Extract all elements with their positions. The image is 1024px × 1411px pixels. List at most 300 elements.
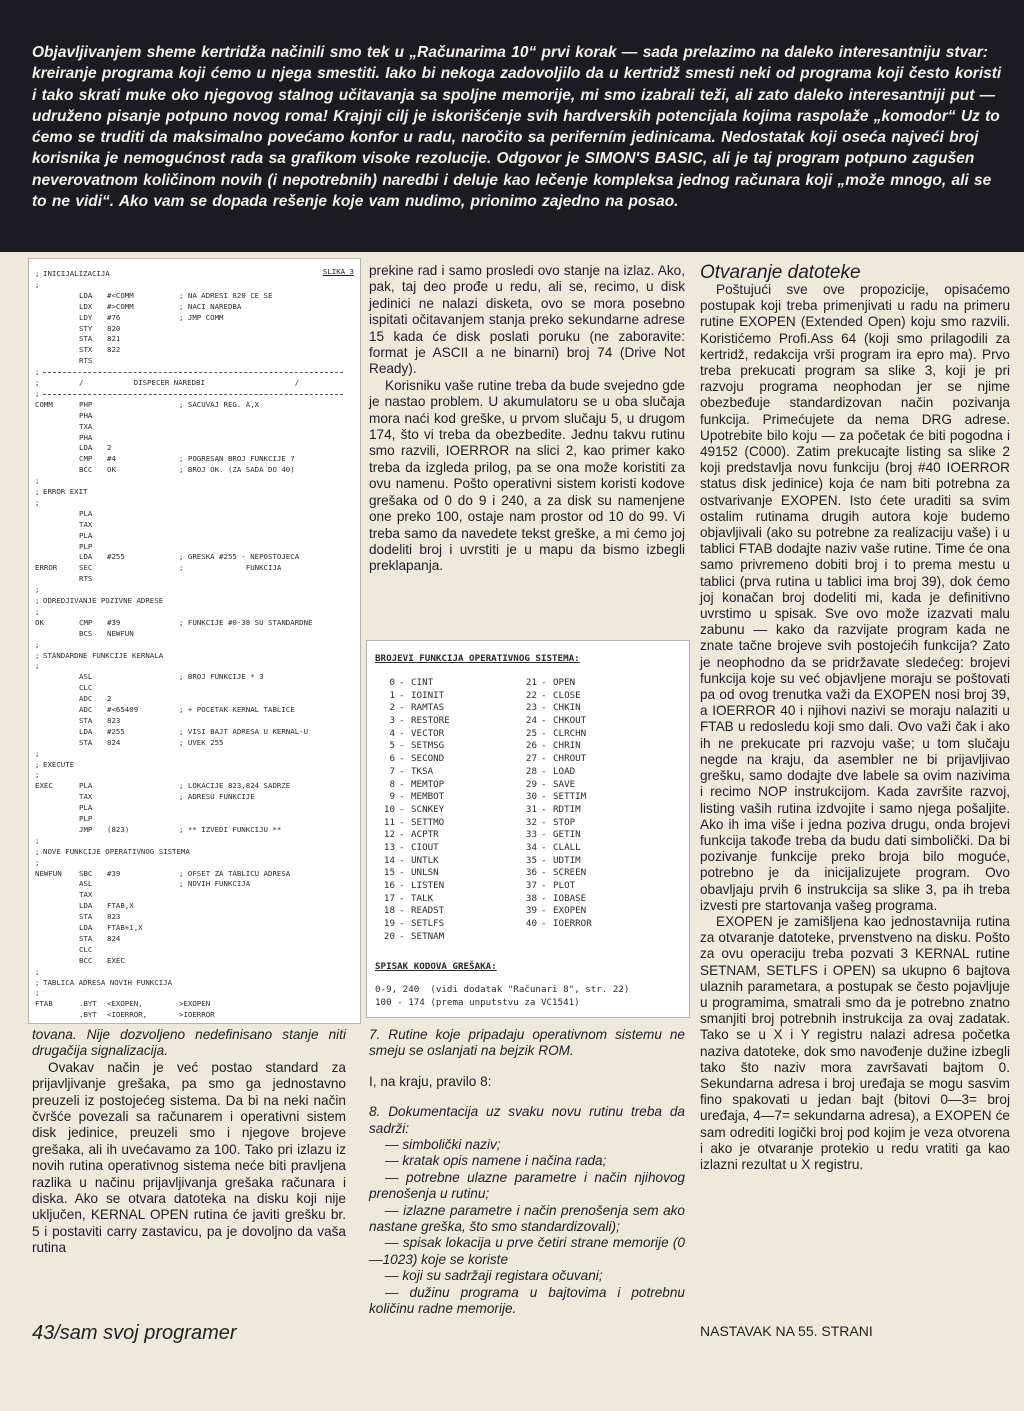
listing-c2: LDA bbox=[79, 923, 93, 932]
function-dash: - bbox=[399, 740, 405, 752]
listing-c2: PLP bbox=[79, 814, 93, 823]
function-row bbox=[517, 728, 687, 741]
paragraph: prekine rad i samo prosledi ovo stanje na izlaz. Ako, pak, taj deo prođe u redu, ali se, recimo, u disk jedinici ne nalazi disketa, ovo se mora posebno ispitati očitavanjem stanja preko sekundarne adrese 15 kada će disk poslati poruku (ne zaboravite: format je ASCII a ne binarni) broj 74 (Drive Not Ready). bbox=[369, 263, 685, 377]
paragraph: 8. Dokumentacija uz svaku novu rutinu treba da sadrži: bbox=[369, 1104, 685, 1136]
function-name: PLOT bbox=[553, 880, 576, 891]
function-number: 23 bbox=[525, 702, 537, 714]
function-dash: - bbox=[541, 880, 547, 891]
function-number: 25 bbox=[525, 727, 537, 739]
function-dash: - bbox=[541, 803, 547, 815]
listing-c2: LDA bbox=[79, 290, 93, 300]
function-dash: - bbox=[541, 740, 547, 752]
listing-c1: ; bbox=[35, 846, 40, 856]
listing-comment-marker: ; bbox=[35, 388, 40, 398]
function-dash: - bbox=[399, 727, 405, 739]
listing-c3: #39 bbox=[107, 617, 121, 627]
listing-c3: 823 bbox=[107, 912, 121, 922]
listing-c2: BCC bbox=[79, 465, 93, 475]
listing-c1: ; bbox=[35, 585, 40, 595]
listing-c1: ; bbox=[35, 606, 40, 616]
function-row bbox=[375, 804, 525, 817]
function-number: 11 bbox=[383, 816, 395, 828]
page-footer: 43/sam svoj programer bbox=[32, 1322, 237, 1344]
function-row bbox=[375, 740, 525, 753]
function-dash: - bbox=[399, 689, 405, 701]
function-number: 7 bbox=[389, 765, 395, 777]
listing-c1: OK bbox=[35, 617, 44, 627]
function-list-left bbox=[375, 677, 525, 943]
listing-c2: LDA bbox=[79, 443, 93, 453]
function-number: 24 bbox=[525, 715, 537, 727]
listing-c2: PHA bbox=[79, 410, 93, 420]
function-dash: - bbox=[541, 816, 547, 828]
listing-c4: >IOERROR bbox=[179, 1010, 215, 1020]
listing-c2: INICIJALIZACIJA bbox=[43, 269, 110, 278]
function-name: CINT bbox=[411, 677, 434, 688]
function-number: 4 bbox=[389, 727, 395, 739]
listing-c4: ; JMP COMM bbox=[179, 312, 224, 322]
function-name: SETNAM bbox=[411, 930, 445, 942]
function-name: STOP bbox=[553, 816, 576, 828]
function-name: CHROUT bbox=[553, 753, 587, 765]
function-row bbox=[517, 918, 687, 931]
listing-c2: LDA bbox=[79, 552, 93, 562]
function-name: CHKOUT bbox=[553, 715, 587, 727]
function-number: 33 bbox=[525, 829, 537, 841]
function-dash: - bbox=[399, 702, 405, 714]
function-number: 37 bbox=[525, 880, 537, 891]
function-number: 18 bbox=[383, 905, 395, 917]
function-name: IOINIT bbox=[411, 689, 445, 701]
listing-c3: #<COMM bbox=[107, 290, 134, 300]
listing-c3: 822 bbox=[107, 345, 121, 355]
function-row bbox=[375, 753, 525, 766]
error-code-line: 100 - 174 (prema unputstvu za VC1541) bbox=[375, 997, 580, 1008]
listing-c2: PHP bbox=[79, 399, 93, 409]
listing-c2: NOVE FUNKCIJE OPERATIVNOG SISTEMA bbox=[43, 846, 190, 856]
function-dash: - bbox=[399, 816, 405, 828]
listing-c2: LDA bbox=[79, 726, 93, 736]
function-dash: - bbox=[399, 677, 405, 688]
listing-c2: PLA bbox=[79, 508, 93, 518]
function-number: 14 bbox=[383, 854, 395, 866]
listing-c1: ; bbox=[35, 269, 40, 278]
listing-c4: ; NA ADRESI 820 CE SE bbox=[179, 290, 273, 300]
function-number: 20 bbox=[383, 930, 395, 942]
function-row bbox=[517, 766, 687, 779]
middle-column-rules bbox=[369, 1027, 685, 1318]
function-name: CIOUT bbox=[411, 841, 439, 853]
listing-c3: EXEC bbox=[107, 955, 125, 965]
function-dash: - bbox=[399, 791, 405, 803]
listing-c4: ; ** IZVEDI FUNKCIJU ** bbox=[179, 824, 282, 834]
function-dash: - bbox=[399, 880, 405, 891]
function-dash: - bbox=[399, 753, 405, 765]
listing-c3: #<65409 bbox=[107, 705, 139, 714]
listing-c1: NEWFUN bbox=[35, 868, 62, 878]
function-number: 6 bbox=[389, 753, 395, 765]
function-dash: - bbox=[399, 854, 405, 866]
function-number: 5 bbox=[389, 740, 395, 752]
listing-c4: ; SACUVAJ REG. A,X bbox=[179, 399, 260, 409]
function-dash: - bbox=[541, 727, 547, 739]
function-number: 40 bbox=[525, 918, 537, 930]
intro-banner bbox=[0, 0, 1024, 252]
function-name: IOERROR bbox=[553, 918, 592, 930]
listing-c2: CMP bbox=[79, 454, 93, 464]
listing-divider bbox=[43, 372, 343, 373]
function-table bbox=[366, 640, 690, 1018]
function-row bbox=[517, 740, 687, 753]
listing-c2: STX bbox=[79, 345, 93, 355]
function-dash: - bbox=[541, 829, 547, 841]
function-row bbox=[375, 766, 525, 779]
function-number: 10 bbox=[383, 803, 395, 815]
listing-c3: #>COMM bbox=[107, 301, 134, 311]
function-number: 0 bbox=[389, 677, 395, 688]
listing-c2: ERROR EXIT bbox=[43, 487, 88, 496]
function-row bbox=[375, 918, 525, 931]
listing-c4: ; FUNKCIJE #0-38 SU STANDARDNE bbox=[179, 617, 313, 627]
function-name: READST bbox=[411, 905, 445, 917]
listing-divider bbox=[43, 394, 343, 395]
listing-c3: NEWFUN bbox=[107, 628, 134, 638]
listing-c2: TABLICA ADRESA NOVIH FUNKCIJA bbox=[43, 977, 173, 987]
function-name: MEMTOP bbox=[411, 778, 445, 790]
listing-c2: RTS bbox=[79, 574, 93, 584]
listing-c3: OK bbox=[107, 465, 116, 475]
function-row bbox=[517, 753, 687, 766]
listing-c2: .BYT bbox=[79, 999, 97, 1009]
function-number: 38 bbox=[525, 892, 537, 904]
list-item: — simbolički naziv; bbox=[385, 1137, 501, 1153]
function-dash: - bbox=[541, 715, 547, 727]
listing-c4: ; GRESKA #255 - NEPOSTOJECA bbox=[179, 552, 300, 562]
listing-c3: <EXOPEN, bbox=[107, 999, 143, 1009]
paragraph: I, na kraju, pravilo 8: bbox=[369, 1073, 492, 1089]
function-number: 15 bbox=[383, 867, 395, 879]
function-dash: - bbox=[541, 677, 547, 688]
function-dash: - bbox=[399, 765, 405, 777]
function-number: 36 bbox=[525, 867, 537, 879]
listing-c4: / bbox=[179, 378, 300, 387]
listing-c2: CMP bbox=[79, 617, 93, 627]
paragraph: Poštujući sve ove propozicije, opisaćemo postupak koji treba primenjivati u radu na primeru rutine EXOPEN (Extended Open) koju smo razvili. Koristićemo Profi.Ass 64 (koji smo prilagodili za kertridž, redakcija vrši program ira epro ma). Prvo treba prekucati program sa slike 3, koji je pri razvoju programa neophodan jer se njime obezbeđuje standardizovan način pozivanja funkcija. Primećujete da nema DRG adrese. Upotrebite bilo koju — za početak će biti pogodna i 49152 (C000). Zatim prekucajte listing sa slike 2 koji predstavlja novu funkciju (broj #40 IOERROR status disk jedinice) koja će nam biti potrebna za ostvarivanje EXOPEN. Isto ćete uraditi sa svim ostalim rutinama drugih autora koje budemo objavljivali (ako su potrebne za realizaciju vaše) i u tablici FTAB dodajte naziv vaše rutine. Time će ona samo privremeno dobiti broj i to prema mestu u tablici (prva rutina u tablici ima broj 39), dok ćemo joj konačan broj dodeliti mi, kada je definitivno uvrstimo u spisak. Sve ovo može izazvati malu zabunu — kako da razvijate program kada ne znate tačne brojeve svih postojećih funkcija? Zato je neophodno da se pridržavate sledećeg: brojevi funkcija koje su već objavljene moraju se poštovati pa od ovog trenutka važi da EXOPEN nosi broj 39, a IOERROR 40 i njihovi nazivi se moraju nalaziti u FTAB u redosledu koji smo dali. Ovo važi čak i ako ih ne prekucate pri razvoju vaše; u tom slučaju negde na kraju, da asembler ne bi prijavljivao grešku, samo dodajte dve labele sa ovim nazivima i recimo NOP instrukcijom. Kada završite razvoj, listing vaših rutina izdvojite i samo njega pošaljite. Ako ih ima više i jedna poziva drugu, onda brojevi funkcija takođe treba da budu dati simbolički. Da bi pozivanje funkcije preko broja bilo moguće, potrebno je da inicijalizujete program. Ovo obavljaju prvih 6 instrukcija sa slike 3, pa ih treba izvesti pre startovanja vašeg programa. bbox=[700, 282, 1010, 913]
listing-c2: TAX bbox=[79, 792, 93, 802]
listing-c4: ; VISI BAJT ADRESA U KERNAL-U bbox=[179, 726, 309, 736]
paragraph: Korisniku vaše rutine treba da bude svejedno gde je nastao problem. U akumulatoru se u oba slučaja mora naći kod greške, u prvom slučaju 5, u drugom 174, što vi treba da obezbedite. Jednu takvu rutinu smo razvili, IOERROR na slici 2, kao primer kako treba da izgleda prilog, pa se ona može koristiti za ovu namenu. Pošto operativni sistem koristi kodove grešaka od 0 do 9 i 240, a za disk su namenjene one preko 100, ostaje nam prostor od 10 do 99. Vi treba samo da navedete tekst greške, a mi ćemo joj dodeliti broj i uvrstiti je u mapu da bismo izbegli preklapanja. bbox=[369, 377, 685, 574]
function-row bbox=[517, 779, 687, 792]
function-number: 32 bbox=[525, 816, 537, 828]
function-number: 3 bbox=[389, 715, 395, 727]
listing-c3: 820 bbox=[107, 323, 121, 333]
listing-c3: 823 bbox=[107, 715, 121, 725]
listing-c4: ; ADRESU FUNKCIJE bbox=[179, 792, 255, 802]
listing-c3: 2 bbox=[107, 443, 112, 453]
function-number: 27 bbox=[525, 753, 537, 765]
listing-c1: ; bbox=[35, 661, 40, 671]
listing-c1: ; bbox=[35, 596, 40, 605]
function-name: UDTIM bbox=[553, 854, 581, 866]
listing-c3: 2 bbox=[107, 694, 112, 704]
function-number: 35 bbox=[525, 854, 537, 866]
function-dash: - bbox=[399, 905, 405, 917]
listing-c4: ; FUNKCIJA bbox=[179, 563, 282, 573]
listing-c2: STA bbox=[79, 737, 93, 747]
function-row bbox=[375, 690, 525, 703]
function-name: SETMSG bbox=[411, 740, 445, 752]
listing-c4: ; NOVIH FUNKCIJA bbox=[179, 879, 251, 889]
listing-c2: / bbox=[79, 378, 84, 387]
function-number: 9 bbox=[389, 791, 395, 803]
function-dash: - bbox=[541, 778, 547, 790]
function-number: 8 bbox=[389, 778, 395, 790]
function-list-right bbox=[517, 677, 687, 931]
function-name: VECTOR bbox=[411, 727, 445, 739]
function-dash: - bbox=[541, 892, 547, 904]
function-dash: - bbox=[541, 753, 547, 765]
listing-c2: PHA bbox=[79, 432, 93, 442]
function-row bbox=[517, 804, 687, 817]
function-dash: - bbox=[399, 803, 405, 815]
function-row bbox=[517, 842, 687, 855]
function-name: SETLFS bbox=[411, 918, 445, 930]
listing-c1: ; bbox=[35, 857, 40, 867]
function-number: 19 bbox=[383, 918, 395, 930]
listing-c3: 821 bbox=[107, 334, 121, 344]
listing-c2: TXA bbox=[79, 421, 93, 431]
list-item: — izlazne parametre i način prenošenja sem ako nastane greška, što smo standardizovali); bbox=[369, 1202, 685, 1235]
function-row bbox=[517, 893, 687, 906]
function-number: 28 bbox=[525, 765, 537, 777]
function-name: CHKIN bbox=[553, 702, 581, 714]
function-row bbox=[517, 690, 687, 703]
function-row bbox=[517, 817, 687, 830]
function-number: 13 bbox=[383, 841, 395, 853]
listing-c2: PLA bbox=[79, 781, 93, 791]
function-name: CLRCHN bbox=[553, 727, 587, 739]
function-table-title: BROJEVI FUNKCIJA OPERATIVNOG SISTEMA: bbox=[375, 653, 580, 664]
listing-c1: FTAB bbox=[35, 999, 53, 1009]
middle-column-text bbox=[369, 263, 685, 575]
listing-c3: #39 bbox=[107, 868, 121, 878]
function-name: UNLSN bbox=[411, 867, 439, 879]
function-name: CHRIN bbox=[553, 740, 581, 752]
error-code-line: 0-9, 240 (vidi dodatak "Računari 8", str. 22) bbox=[375, 984, 630, 995]
function-name: SETTIM bbox=[553, 791, 587, 803]
paragraph: Ovakav način je već postao standard za prijavljivanje grešaka, pa smo ga jednostavno preuzeli iz postojećeg sistema. Da bi na neki način čvršće povezali sa računarem i operativni sistem disk jedinice, preuzeli smo i njegove brojeve grešaka, ali ih uvećavamo za 100. Tako pri izlazu iz novih rutina operativnog sistema neće biti pravljena razlika u načinu prijavljivanja grešaka računara i diska. Ako se otvara datoteka na disku koji nije uključen, KERNAL OPEN rutina će javiti grešku br. 5 i postaviti carry zastavicu, pa je dovoljno da vaša rutina bbox=[32, 1059, 346, 1256]
function-name: SAVE bbox=[553, 778, 576, 790]
function-number: 12 bbox=[383, 829, 395, 841]
figure-label: SLIKA 3 bbox=[322, 267, 354, 276]
function-number: 31 bbox=[525, 803, 537, 815]
function-name: CLALL bbox=[553, 841, 581, 853]
listing-c3: 824 bbox=[107, 737, 121, 747]
listing-c3: #76 bbox=[107, 312, 121, 322]
function-name: SECOND bbox=[411, 753, 445, 765]
function-name: CLOSE bbox=[553, 689, 581, 701]
function-dash: - bbox=[399, 918, 405, 930]
listing-c2: STA bbox=[79, 715, 93, 725]
listing-c2: CLC bbox=[79, 944, 93, 954]
function-name: OPEN bbox=[553, 677, 576, 688]
paragraph: 7. Rutine koje pripadaju operativnom sistemu ne smeju se oslanjati na bejzik ROM. bbox=[369, 1027, 685, 1059]
function-row bbox=[517, 829, 687, 842]
listing-c1: ; bbox=[35, 650, 40, 660]
listing-c3: #4 bbox=[107, 454, 116, 464]
listing-c1: ; bbox=[35, 759, 40, 769]
listing-c2: ADC bbox=[79, 705, 93, 714]
listing-c4: ; NACI NAREDBA bbox=[179, 301, 242, 311]
listing-c4: ; + POCETAK KERNAL TABLICE bbox=[179, 705, 295, 714]
function-number: 30 bbox=[525, 791, 537, 803]
listing-c2: SEC bbox=[79, 563, 93, 573]
function-row bbox=[375, 931, 525, 944]
function-row bbox=[517, 715, 687, 728]
listing-c2: ODREDJIVANJE POZIVNE ADRESE bbox=[43, 596, 164, 605]
function-name: UNTLK bbox=[411, 854, 439, 866]
function-row bbox=[375, 867, 525, 880]
function-row bbox=[375, 829, 525, 842]
listing-c2: TAX bbox=[79, 890, 93, 900]
function-row bbox=[375, 791, 525, 804]
function-dash: - bbox=[399, 841, 405, 853]
listing-c1: ; bbox=[35, 835, 40, 845]
listing-c3: #255 bbox=[107, 552, 125, 562]
function-name: LISTEN bbox=[411, 880, 445, 891]
listing-c2: SBC bbox=[79, 868, 93, 878]
function-name: SCNKEY bbox=[411, 803, 445, 815]
listing-c2: JMP bbox=[79, 824, 93, 834]
function-row bbox=[375, 842, 525, 855]
listing-c1: ; bbox=[35, 748, 40, 758]
listing-c2: STA bbox=[79, 933, 93, 943]
listing-c1: ; bbox=[35, 977, 40, 987]
listing-c4: ; BROJ OK. (ZA SADA DO 40) bbox=[179, 465, 295, 475]
function-name: LOAD bbox=[553, 765, 576, 777]
list-item: — potrebne ulazne parametre i način njihovog prenošenja u rutinu; bbox=[369, 1169, 685, 1202]
paragraph: EXOPEN je zamišljena kao jednostavnija rutina za otvaranje datoteke, prvenstveno na disku. Pošto za ovu operaciju treba pozvati 3 KERNAL rutine SETNAM, SETLFS i OPEN) sa ukupno 6 bajtova ulaznih parametara, a postupak se često pojavljuje u programima, smatrali smo da je potrebno znatno smanjiti broj potrebnih instrukcija za ovaj zadatak. Tako se u X i Y registru nalazi adresa početka naziva datoteke, dok smo navođenje dužine izbegli tako što naziv mora završavati bajtom 0. Sekundarna adresa i broj uređaja se mogu sasvim fino spakovati u jedan bajt (bitovi 0—3= broj uređaja, 4—7= sekundarna adresa), a EXOPEN će sam odrediti logički broj pod kojim je veza otvorena i ako je otvaranje protekio u redu vratiti ga kao izlazni rezultat u X registru. bbox=[700, 913, 1010, 1172]
function-row bbox=[375, 715, 525, 728]
listing-c2: ASL bbox=[79, 879, 93, 889]
function-name: TKSA bbox=[411, 765, 434, 777]
listing-c3: <IOERROR, bbox=[107, 1010, 148, 1020]
listing-comment-marker: ; bbox=[35, 367, 40, 377]
listing-c2: BCS bbox=[79, 628, 93, 638]
function-dash: - bbox=[541, 854, 547, 866]
listing-c2: .BYT bbox=[79, 1010, 97, 1020]
function-name: ACPTR bbox=[411, 829, 439, 841]
function-dash: - bbox=[399, 715, 405, 727]
listing-c1: EXEC bbox=[35, 781, 53, 791]
function-dash: - bbox=[399, 778, 405, 790]
listing-c4: >EXOPEN bbox=[179, 999, 211, 1009]
function-dash: - bbox=[541, 791, 547, 803]
listing-c2: STY bbox=[79, 323, 93, 333]
listing-c2: RTS bbox=[79, 356, 93, 366]
listing-c1: ; bbox=[35, 487, 40, 496]
function-number: 29 bbox=[525, 778, 537, 790]
listing-c2: TAX bbox=[79, 519, 93, 529]
function-dash: - bbox=[399, 930, 405, 942]
section-heading: Otvaranje datoteke bbox=[700, 262, 861, 283]
listing-c1: ; bbox=[35, 639, 40, 649]
listing-c1: ; bbox=[35, 497, 40, 507]
continued-note: NASTAVAK NA 55. STRANI bbox=[700, 1323, 873, 1339]
function-row bbox=[375, 702, 525, 715]
listing-c2: CLC bbox=[79, 683, 93, 693]
listing-c2: EXECUTE bbox=[43, 759, 75, 769]
listing-c3: FTAB,X bbox=[107, 901, 134, 911]
function-name: SCREEN bbox=[553, 867, 587, 879]
function-row bbox=[375, 677, 525, 690]
listing-c4: ; UVEK 255 bbox=[179, 737, 224, 747]
function-number: 2 bbox=[389, 702, 395, 714]
function-row bbox=[375, 880, 525, 893]
listing-c1: ; bbox=[35, 279, 40, 289]
listing-c3: FTAB+1,X bbox=[107, 923, 143, 932]
listing-c1: ; bbox=[35, 378, 40, 387]
function-dash: - bbox=[399, 892, 405, 904]
error-codes-title: SPISAK KODOVA GREŠAKA: bbox=[375, 961, 497, 972]
function-row bbox=[375, 905, 525, 918]
function-number: 39 bbox=[525, 905, 537, 917]
function-name: GETIN bbox=[553, 829, 581, 841]
listing-c2: LDA bbox=[79, 901, 93, 911]
function-dash: - bbox=[541, 702, 547, 714]
function-number: 1 bbox=[389, 689, 395, 701]
function-row bbox=[517, 791, 687, 804]
list-item: — koji su sadržaji registara očuvani; bbox=[385, 1268, 603, 1284]
listing-c3: (823) bbox=[107, 824, 130, 834]
right-column-text bbox=[700, 282, 1010, 1173]
function-dash: - bbox=[399, 829, 405, 841]
function-name: MEMBOT bbox=[411, 791, 445, 803]
listing-c2: STANDARDNE FUNKCIJE KERNALA bbox=[43, 650, 164, 660]
function-name: IOBASE bbox=[553, 892, 587, 904]
listing-c2: PLP bbox=[79, 541, 93, 551]
listing-c2: LDY bbox=[79, 312, 93, 322]
function-name: RDTIM bbox=[553, 803, 581, 815]
function-name: SETTMO bbox=[411, 816, 445, 828]
function-name: RAMTAS bbox=[411, 702, 445, 714]
function-number: 16 bbox=[383, 880, 395, 891]
function-name: RESTORE bbox=[411, 715, 450, 727]
assembly-listing bbox=[28, 258, 361, 1024]
listing-c4: ; OFSET ZA TABLICU ADRESA bbox=[179, 868, 291, 878]
listing-c1: ; bbox=[35, 966, 40, 976]
listing-c2: ASL bbox=[79, 672, 93, 682]
list-item: — spisak lokacija u prve četiri strane memorije (0—1023) koje se koriste bbox=[369, 1235, 685, 1267]
listing-c1: ERROR bbox=[35, 563, 58, 573]
function-row bbox=[375, 893, 525, 906]
function-dash: - bbox=[541, 867, 547, 879]
paragraph: tovana. Nije dozvoljeno nedefinisano stanje niti drugačija signalizacija. bbox=[32, 1027, 346, 1059]
listing-c4: ; BROJ FUNKCIJE * 3 bbox=[179, 672, 264, 682]
function-row bbox=[517, 677, 687, 690]
left-column-text bbox=[32, 1027, 346, 1257]
list-item: — dužinu programa u bajtovima i potrebnu količinu radne memorije. bbox=[369, 1284, 685, 1317]
listing-c3: #255 bbox=[107, 726, 125, 736]
function-row bbox=[375, 817, 525, 830]
function-row bbox=[517, 702, 687, 715]
function-dash: - bbox=[399, 867, 405, 879]
function-row bbox=[375, 855, 525, 868]
listing-c1: COMM bbox=[35, 399, 53, 409]
listing-c2: PLA bbox=[79, 530, 93, 540]
function-row bbox=[375, 779, 525, 792]
function-number: 34 bbox=[525, 841, 537, 853]
